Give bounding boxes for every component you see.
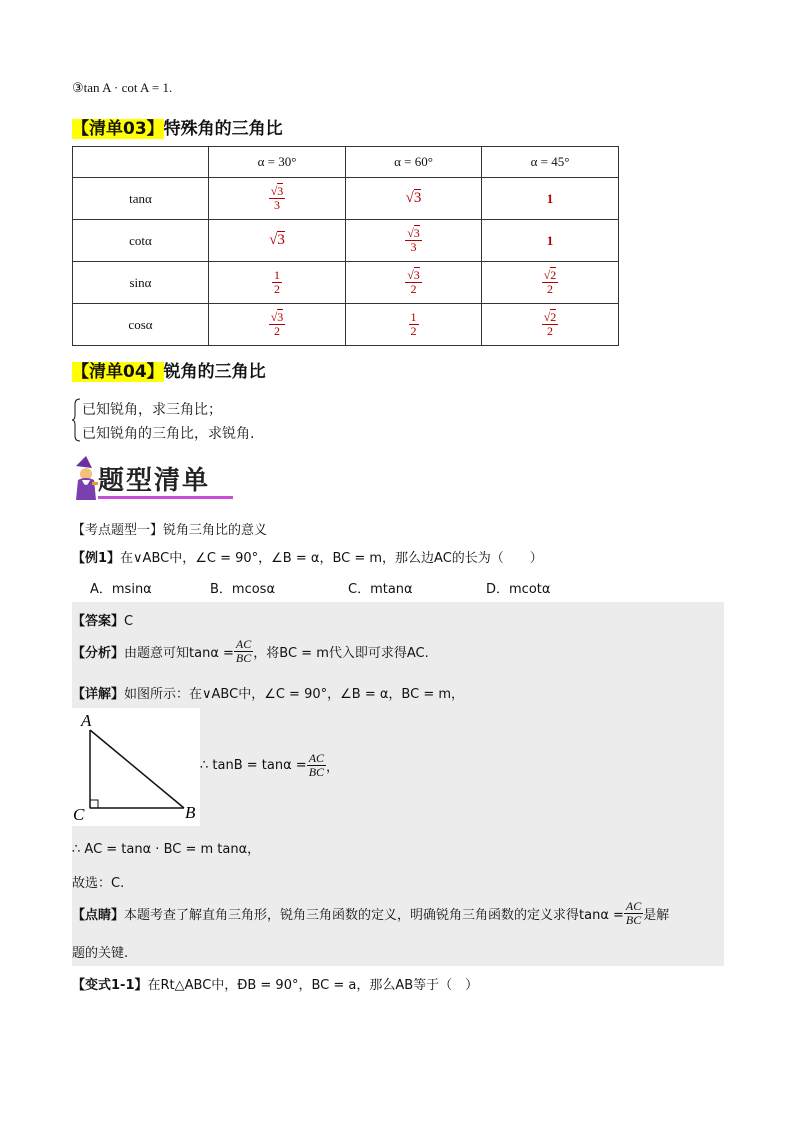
heading-title: 锐角的三角比 bbox=[163, 362, 266, 382]
table-row-cos bbox=[73, 304, 619, 346]
special-angle-table bbox=[72, 146, 619, 346]
variant-label: 【变式1-1】 bbox=[72, 978, 148, 993]
section-heading-04 bbox=[72, 357, 266, 382]
analysis-line bbox=[72, 638, 429, 664]
cell-tan-30: $\frac{√3}{3}$ bbox=[209, 178, 346, 220]
comment-line bbox=[72, 900, 669, 926]
banner-underline bbox=[98, 496, 233, 499]
detail-text: 如图所示：在∨ABC中，∠C = 90°，∠B = α，BC = m， bbox=[124, 687, 465, 702]
heading-title: 特殊角的三角比 bbox=[163, 119, 283, 139]
fraction-denominator: BC bbox=[625, 912, 642, 927]
table-header-45: α = 45° bbox=[482, 147, 619, 178]
table-header-30: α = 30° bbox=[209, 147, 346, 178]
wizard-icon bbox=[72, 456, 100, 504]
option-a: A．msinα bbox=[90, 582, 152, 597]
heading-bracket-close: 】 bbox=[146, 119, 164, 139]
detail-line bbox=[72, 683, 464, 702]
table-row-cot bbox=[73, 220, 619, 262]
cell-cot-60: $\frac{√3}{3}$ bbox=[346, 220, 482, 262]
analysis-fraction bbox=[234, 638, 253, 664]
left-brace-icon bbox=[72, 398, 82, 442]
example-stem bbox=[72, 547, 543, 566]
heading-tag: 清单04 bbox=[89, 362, 147, 382]
row-label: tanα bbox=[73, 178, 209, 220]
cell-sin-45: $\frac{√2}{2}$ bbox=[482, 262, 619, 304]
therefore-line-1 bbox=[200, 752, 339, 778]
fraction-denominator: BC bbox=[308, 764, 325, 779]
cell-cos-30: $\frac{√3}{2}$ bbox=[209, 304, 346, 346]
choice-line: 故选：C. bbox=[72, 876, 125, 891]
table-header-60: α = 60° bbox=[346, 147, 482, 178]
vertex-c-label: C bbox=[73, 805, 85, 824]
cell-cot-45: 1 bbox=[482, 220, 619, 262]
option-b: B．mcosα bbox=[210, 582, 276, 597]
therefore1-fraction bbox=[307, 752, 326, 778]
analysis-pre: 由题意可知tanα = bbox=[124, 645, 234, 661]
row-label: cotα bbox=[73, 220, 209, 262]
comment-line-2: 题的关键. bbox=[72, 946, 129, 961]
answer-label: 【答案】 bbox=[72, 614, 125, 629]
comment-post: 是解 bbox=[643, 907, 670, 923]
banner-title: 题型清单 bbox=[98, 466, 211, 496]
variant-line bbox=[72, 974, 478, 993]
cell-tan-45: 1 bbox=[482, 178, 619, 220]
cell-sin-30: $\frac{1}{2}$ bbox=[209, 262, 346, 304]
fraction-denominator: BC bbox=[235, 650, 252, 665]
vertex-a-label: A bbox=[81, 711, 92, 730]
option-d: D．mcotα bbox=[486, 582, 551, 597]
comment-text: 本题考查了解直角三角形，锐角三角函数的定义，明确锐角三角函数的定义求得tanα = bbox=[124, 907, 624, 923]
question-type-banner bbox=[72, 456, 237, 506]
cell-sin-60: $\frac{√3}{2}$ bbox=[346, 262, 482, 304]
cell-tan-60: √3 bbox=[346, 178, 482, 220]
comment-fraction bbox=[624, 900, 643, 926]
analysis-label: 【分析】 bbox=[72, 645, 125, 661]
heading-bracket-close: 】 bbox=[146, 362, 164, 382]
cell-cos-45: $\frac{√2}{2}$ bbox=[482, 304, 619, 346]
comment-label: 【点睛】 bbox=[72, 907, 125, 923]
fraction-numerator: AC bbox=[308, 751, 325, 765]
row-label: sinα bbox=[73, 262, 209, 304]
therefore-line-2: ∴ AC = tanα · BC = m tanα， bbox=[72, 842, 261, 857]
right-triangle-diagram bbox=[72, 708, 200, 826]
section-heading-03 bbox=[72, 114, 283, 139]
detail-label: 【详解】 bbox=[72, 687, 125, 702]
property-line: ③tan A · cot A = 1. bbox=[72, 80, 173, 95]
fraction-numerator: AC bbox=[625, 899, 642, 913]
table-row-tan bbox=[73, 178, 619, 220]
analysis-post: ，将BC = m代入即可求得AC. bbox=[253, 645, 429, 661]
vertex-b-label: B bbox=[185, 803, 196, 822]
cell-cos-60: $\frac{1}{2}$ bbox=[346, 304, 482, 346]
heading-bracket-open: 【 bbox=[72, 119, 89, 139]
brace-line-2: 已知锐角的三角比，求锐角. bbox=[82, 426, 255, 442]
cell-cot-30: √3 bbox=[209, 220, 346, 262]
topic-type-title: 【考点题型一】锐角三角比的意义 bbox=[72, 523, 268, 538]
option-c: C．mtanα bbox=[348, 582, 413, 597]
variant-text: 在Rt△ABC中，ÐB = 90°，BC = a，那么AB等于（ ） bbox=[147, 978, 479, 993]
answer-value: C bbox=[124, 614, 134, 629]
heading-tag: 清单03 bbox=[89, 119, 147, 139]
example-text: 在∨ABC中，∠C = 90°，∠B = α，BC = m，那么边AC的长为（ ） bbox=[120, 551, 543, 566]
table-row-sin bbox=[73, 262, 619, 304]
answer-line bbox=[72, 610, 133, 629]
triangle-figure bbox=[72, 708, 200, 826]
fraction-numerator: AC bbox=[235, 637, 252, 651]
therefore1-pre: ∴ tanB = tanα = bbox=[200, 757, 307, 773]
heading-bracket-open: 【 bbox=[72, 362, 89, 382]
brace-line-1: 已知锐角，求三角比； bbox=[82, 402, 222, 418]
therefore1-post: ， bbox=[326, 759, 340, 775]
example-label: 【例1】 bbox=[72, 551, 121, 566]
table-header-empty bbox=[73, 147, 209, 178]
row-label: cosα bbox=[73, 304, 209, 346]
